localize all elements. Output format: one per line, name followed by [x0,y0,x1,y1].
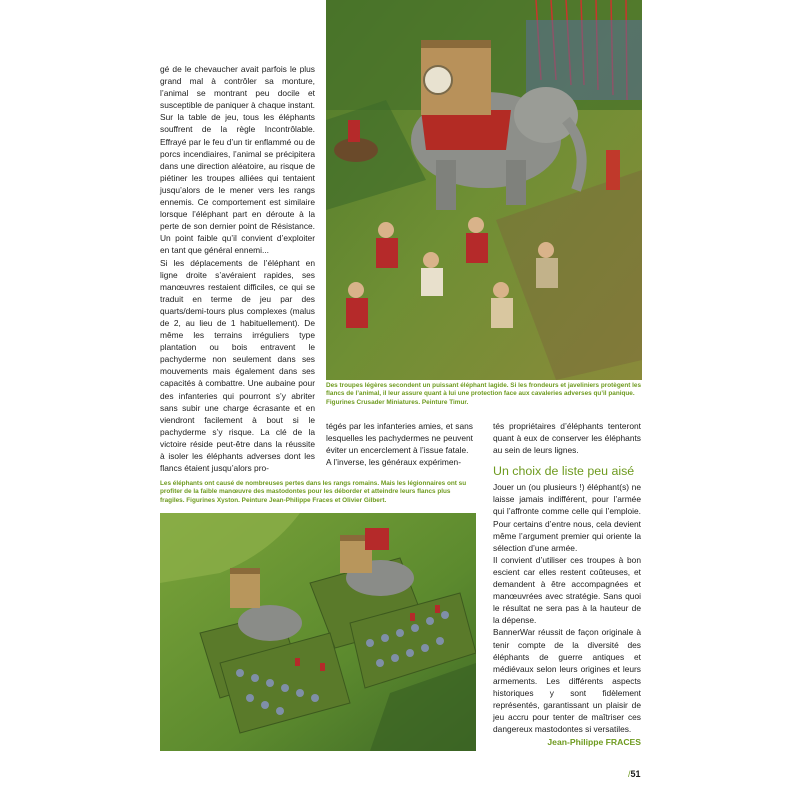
article-column-middle [326,420,473,468]
paragraph: BannerWar réussit de façon originale à tenir compte de la diversité des éléphants de guerre antiques et médiévaux selon leurs origines et leurs armements. Les différents aspects historiques y sont fidèlement représentés, garantissant un plaisir de jeu accru pour tenter de maîtriser ces dangereux mastodontes si versatiles. [493,627,641,735]
page-number-value: 51 [630,769,641,779]
paragraph: tégés par les infanteries amies, et sans lesquelles les pachydermes ne peuvent éviter un encerclement à l’issue fatale. [326,421,473,456]
paragraph: Si les déplacements de l’éléphant en ligne droite s’avéraient rapides, ses manœuvres restaient difficiles, ce qui se traduit en terme de jeu par des quarts/demi-tours plus complexes (malus de 2, au lieu de 1 habituellement). De même les terrains irréguliers type plantation ou bois entravent le pachyderme non seulement dans ses mouvements mais également dans ses capacités à combattre. Une aubaine pour des infanteries qui pourront s’y abriter sans subir une charge écrasante et en viendront facilement à bout si le pachyderme s’y risque. La clé de la victoire réside peut-être dans la réussite à isoler les éléphants adverses dont les flancs étaient jusqu’alors pro- [160,257,315,474]
paragraph: tés propriétaires d’éléphants tenteront quant à eux de conserver les éléphants au sein de leurs lignes. [493,421,641,456]
page-number [628,769,641,779]
author-signature: Jean-Philippe FRACES [547,737,641,748]
paragraph: Jouer un (ou plusieurs !) éléphant(s) ne laisse jamais indifférent, pour l’armée qui l’affronte comme celle qui l’emploie. Pour certains d’entre nous, cela devient même l’argument premier qui oriente la sélection d’une armée. [493,482,641,553]
photo-caption-top: Des troupes légères secondent un puissant éléphant lagide. Si les frondeurs et javeliniers protègent les flancs de l’animal, il leur assure quant à lui une protection face aux cavaleries adverses qu’il panique. Figurines Crusader Miniatures. Peinture Timur. [326,382,642,406]
article-column-left [160,63,315,474]
section-heading: Un choix de liste peu aisé [493,464,635,479]
photo-elephants-vs-legionaries [160,513,476,751]
paragraph: gé de le chevaucher avait parfois le plus grand mal à contrôler sa monture, l’animal se montrant peu docile et susceptible de paniquer à chaque instant. Sur la table de jeu, tous les éléphants souffrent de la règle Incontrôlable. Effrayé par le feu d’un tir enflammé ou de porcs incendiaires, l’animal se précipitera dans une direction aléatoire, au risque de piétiner les troupes alliées qui tentaient jusqu’alors de le mener vers les rangs ennemis. Ce comportement est similaire lorsque l’éléphant part en déroute à la perte de son dernier point de Résistance. Un point faible qu’il convient d’exploiter en tant que général ennemi... [160,64,315,256]
paragraph: Il convient d’utiliser ces troupes à bon escient car elles restent coûteuses, et demandent à être accompagnées et manœuvrées avec stratégie. Sans quoi le résultat ne sera pas à la hauteur de la dépense. [493,554,641,626]
paragraph: A l’inverse, les généraux expérimen- [326,457,461,468]
photo-war-elephant-lagide [326,0,642,380]
page-number-slash: / [628,769,631,779]
photo-caption-bottom: Les éléphants ont causé de nombreuses pertes dans les rangs romains. Mais les légionnaires ont su profiter de la faible manœuvre des mastodontes pour les déborder et atteindre leurs flancs plus fragiles. Figurines Xyston. Peinture Jean-Philippe Fraces et Olivier Gilbert. [160,480,467,504]
article-column-right [493,420,641,748]
